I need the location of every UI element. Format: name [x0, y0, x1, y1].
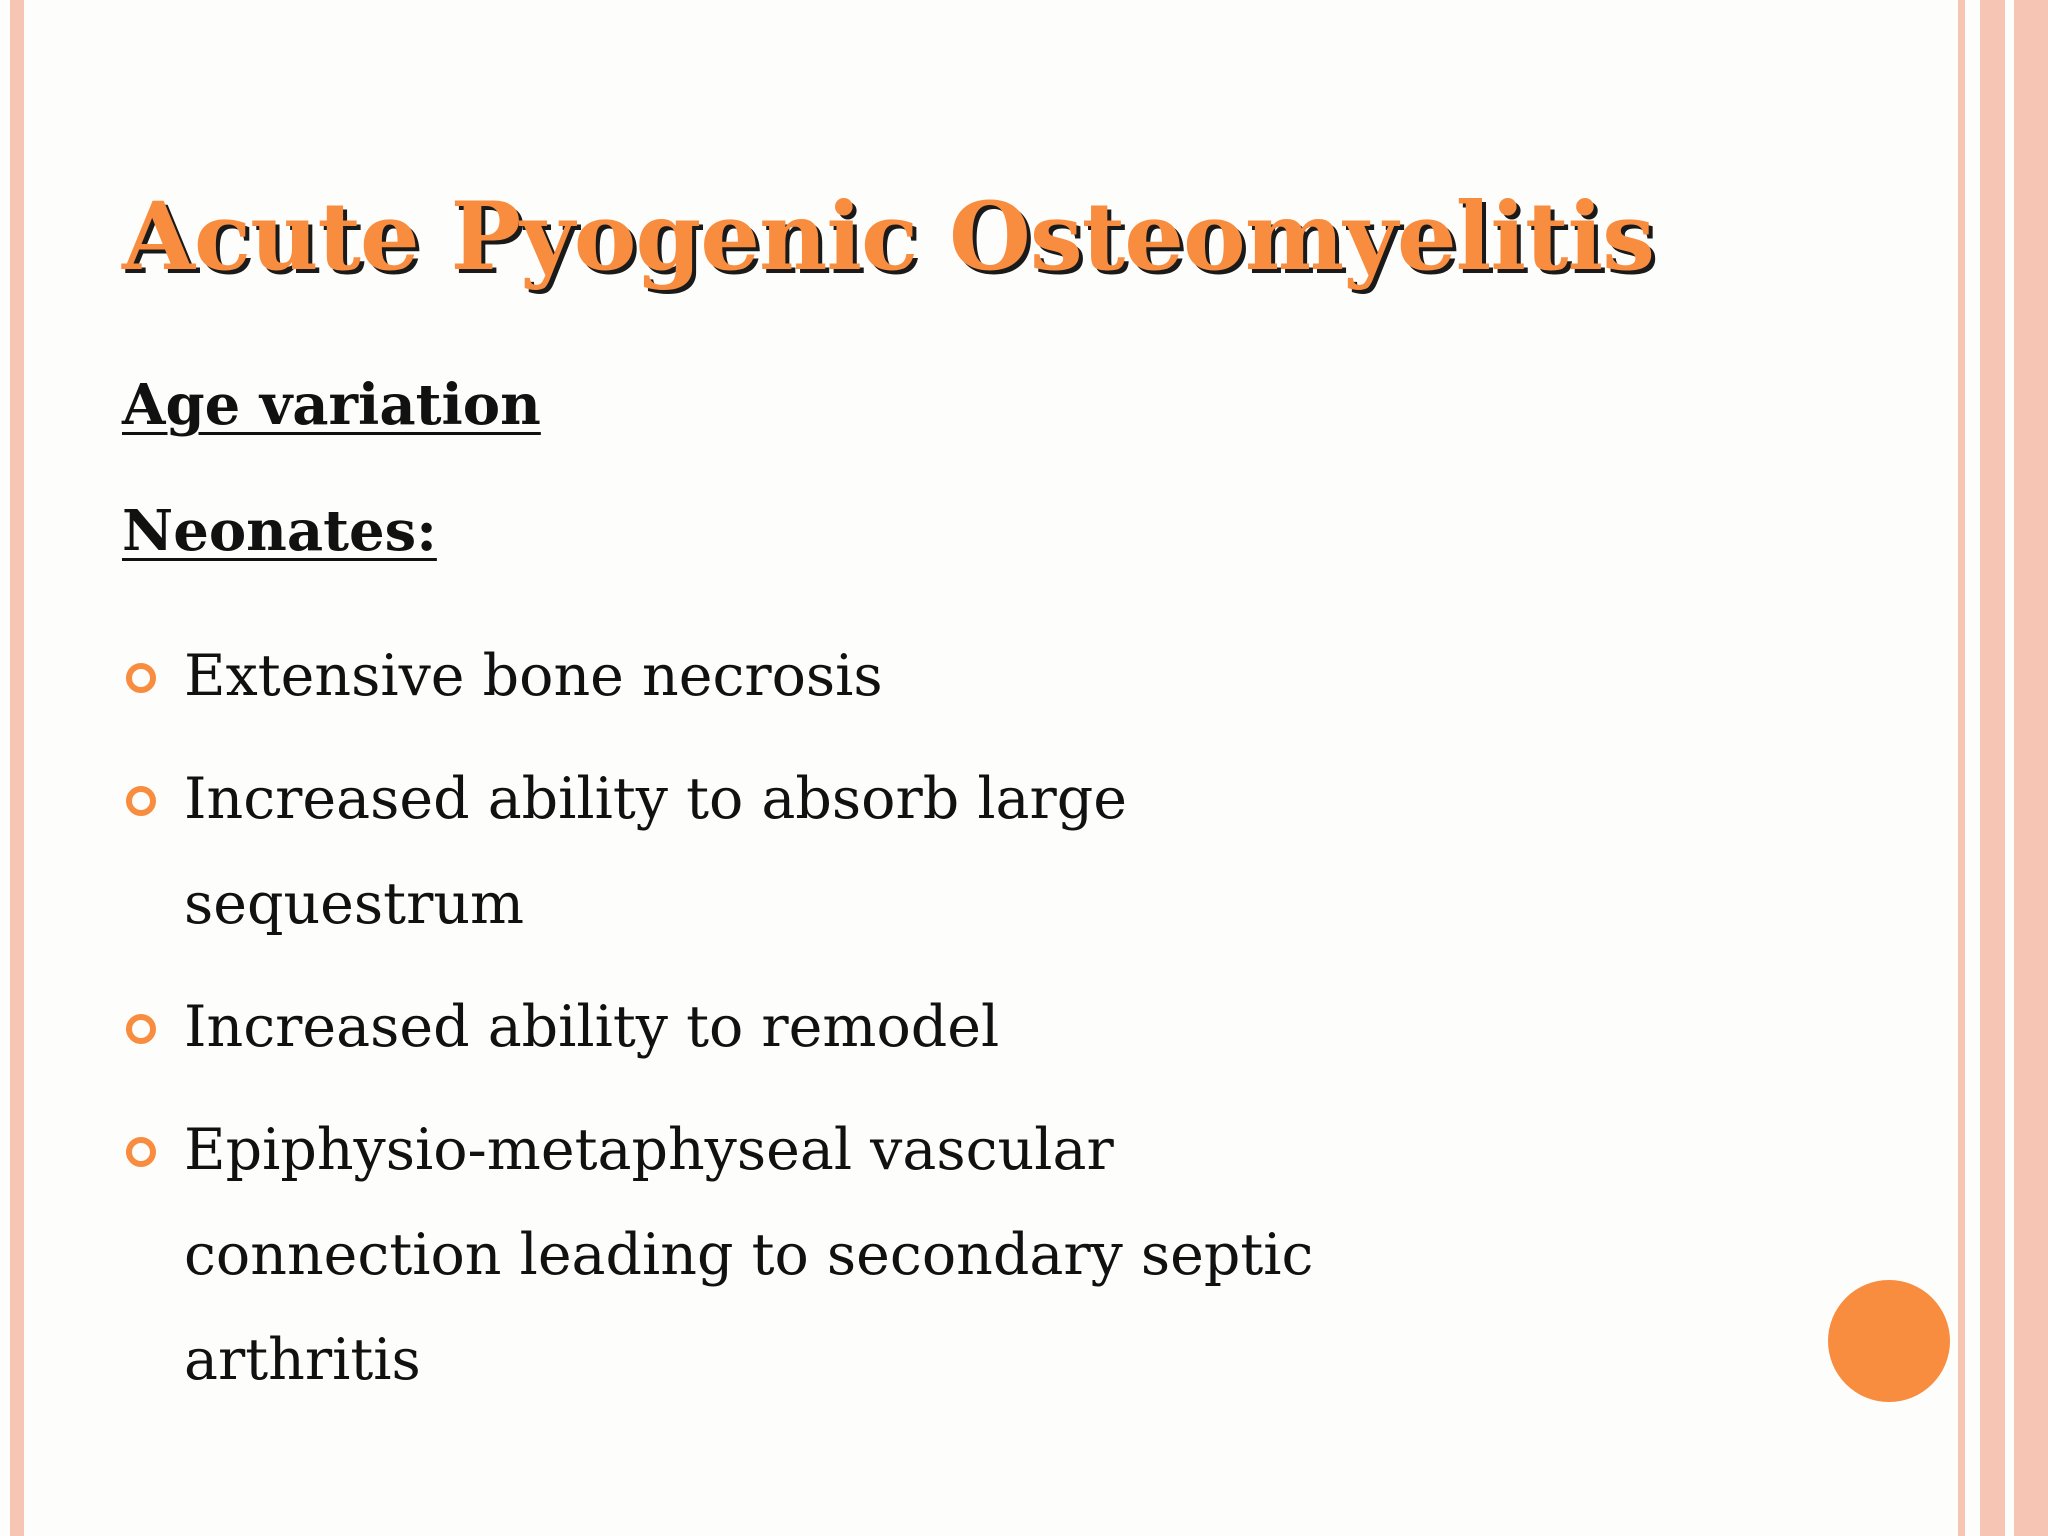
bullet-circle-icon [126, 663, 156, 693]
bullet-item [122, 1098, 1422, 1413]
section-heading: Age variation [122, 372, 541, 438]
bullet-text-line: Extensive bone necrosis [184, 643, 883, 709]
bullet-text-line: connection leading to secondary septic [184, 1222, 1314, 1288]
slide-title: Acute Pyogenic Osteomyelitis [122, 182, 1655, 292]
bullet-circle-icon [126, 1014, 156, 1044]
group-label: Neonates: [122, 498, 437, 564]
bullet-text-line: sequestrum [184, 871, 525, 937]
left-border-stripe [10, 0, 24, 1536]
bullet-list [122, 624, 1422, 1431]
bullet-item [122, 747, 1422, 957]
right-border-stripe-thin [1958, 0, 1965, 1536]
bullet-text-line: Epiphysio-metaphyseal vascular [184, 1117, 1114, 1183]
decorative-orange-circle [1828, 1280, 1950, 1402]
bullet-text-line: Increased ability to absorb large [184, 766, 1128, 832]
bullet-text-line: arthritis [184, 1327, 421, 1393]
bullet-text-line: Increased ability to remodel [184, 994, 1000, 1060]
right-border-stripe-medium [1980, 0, 2005, 1536]
bullet-item [122, 624, 1422, 729]
bullet-item [122, 975, 1422, 1080]
bullet-circle-icon [126, 1137, 156, 1167]
bullet-circle-icon [126, 786, 156, 816]
right-border-stripe-wide [2014, 0, 2048, 1536]
